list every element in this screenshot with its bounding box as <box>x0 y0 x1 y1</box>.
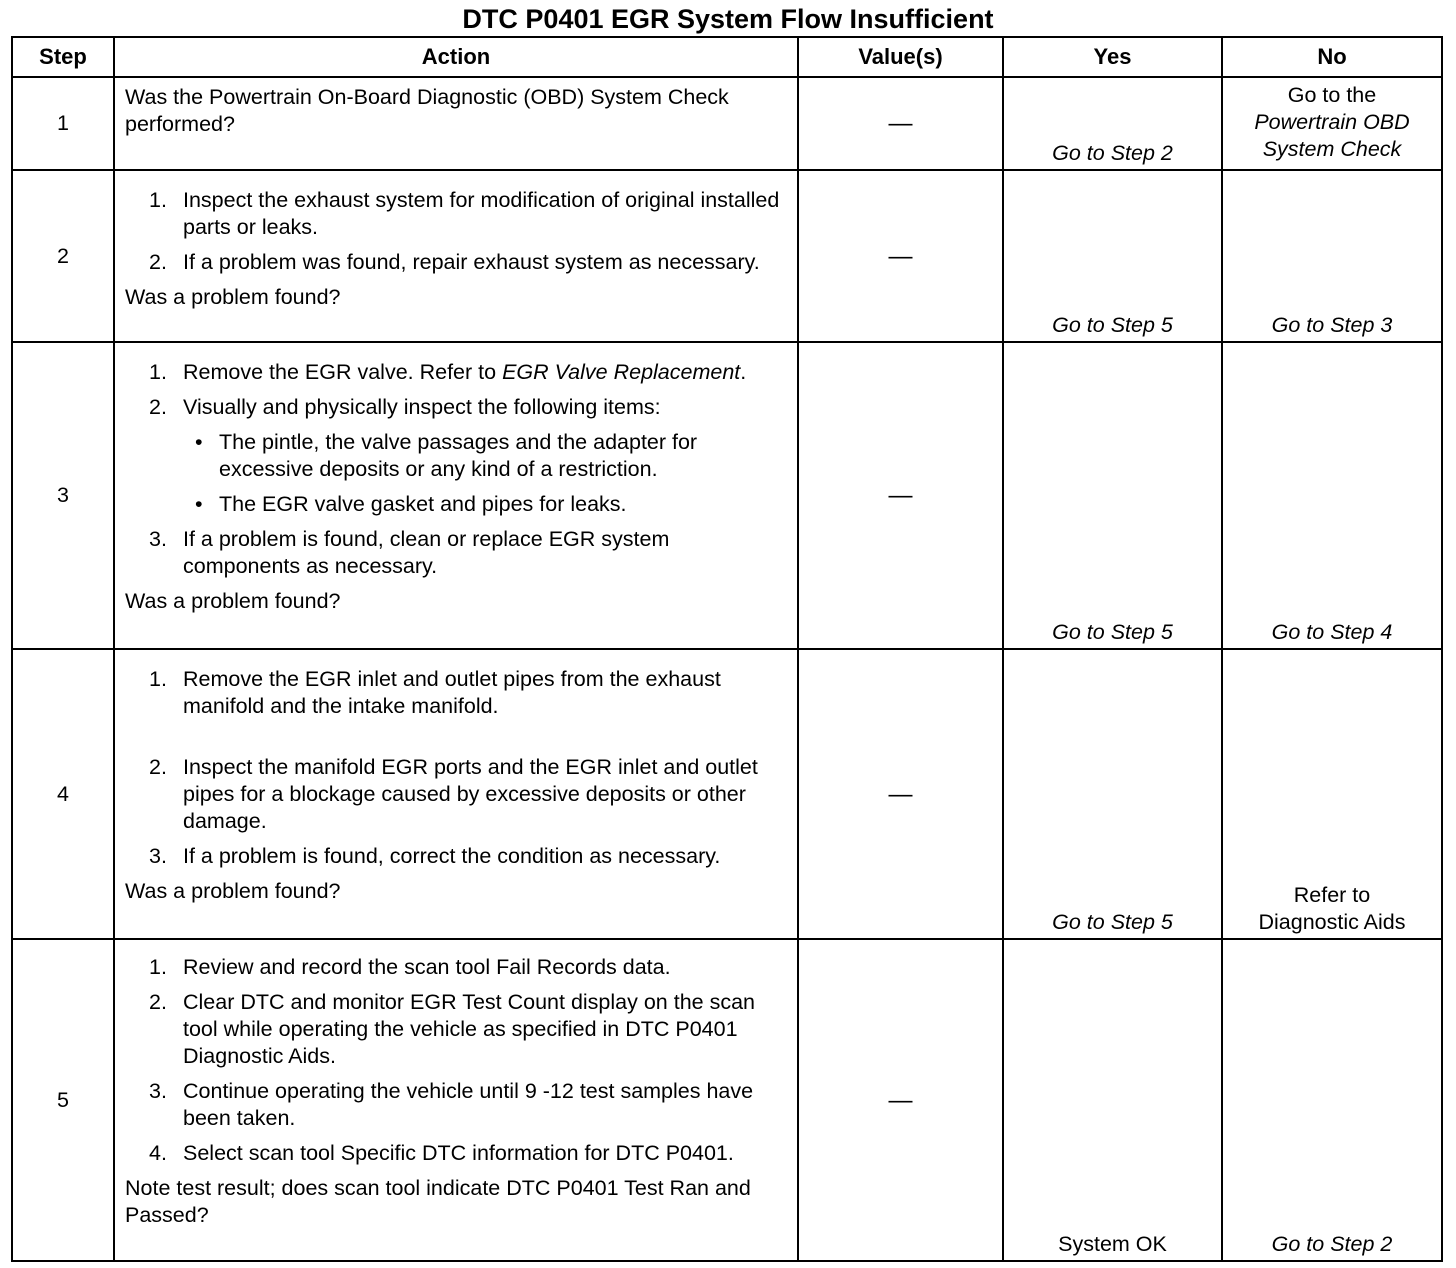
no-cell <box>1222 77 1442 170</box>
action-item: 2. Clear DTC and monitor EGR Test Count display on the scan tool while operating the vehicle as specified in DTC P0401 Diagnostic Aids. <box>149 990 756 1068</box>
value-cell: — <box>798 939 1003 1261</box>
no-cell: Go to Step 4 <box>1222 342 1442 649</box>
yes-cell: Go to Step 5 <box>1003 649 1222 939</box>
action-cell <box>114 342 798 649</box>
diagnostic-table <box>11 36 1443 1262</box>
step-number: 3 <box>12 342 114 649</box>
action-item: 1. Review and record the scan tool Fail Records data. <box>149 955 671 979</box>
action-item: 1. Remove the EGR inlet and outlet pipes from the exhaust manifold and the intake manifold. <box>149 667 721 718</box>
bullet-item: • The pintle, the valve passages and the adapter for excessive deposits or any kind of a restriction. <box>195 430 698 481</box>
action-question: Was a problem found? <box>125 285 341 309</box>
table-row <box>12 77 1442 170</box>
header-no: No <box>1222 37 1442 77</box>
yes-cell: System OK <box>1003 939 1222 1261</box>
action-item: 2. Visually and physically inspect the following items: • The pintle, the valve passages and the adapter for excessive deposits or any kind of a restriction. • The EGR valve gasket and pipes for leaks. <box>125 394 787 518</box>
action-question: Note test result; does scan tool indicate DTC P0401 Test Ran and Passed? <box>125 1176 751 1227</box>
no-text: Go to the <box>1287 83 1377 107</box>
header-yes: Yes <box>1003 37 1222 77</box>
bullet-item: • The EGR valve gasket and pipes for leaks. <box>195 492 627 516</box>
header-step: Step <box>12 37 114 77</box>
action-item: 4. Select scan tool Specific DTC information for DTC P0401. <box>149 1141 734 1165</box>
action-item: 3. If a problem is found, clean or replace EGR system components as necessary. <box>149 527 670 578</box>
step-number: 5 <box>12 939 114 1261</box>
page-title: DTC P0401 EGR System Flow Insufficient <box>462 4 994 34</box>
no-cell: Go to Step 3 <box>1222 170 1442 342</box>
no-link-text: Powertrain OBD System Check <box>1254 110 1410 161</box>
action-item: 1. Inspect the exhaust system for modification of original installed parts or leaks. <box>149 188 780 239</box>
yes-cell: Go to Step 2 <box>1003 77 1222 170</box>
step-number: 4 <box>12 649 114 939</box>
table-header-row <box>12 37 1442 77</box>
action-item: 2. Inspect the manifold EGR ports and the EGR inlet and outlet pipes for a blockage caused by excessive deposits or other damage. <box>149 755 758 833</box>
action-item: 3. Continue operating the vehicle until 9 -12 test samples have been taken. <box>149 1079 754 1130</box>
table-row <box>12 342 1442 649</box>
value-cell: — <box>798 342 1003 649</box>
value-cell: — <box>798 649 1003 939</box>
table-row <box>12 939 1442 1261</box>
action-cell <box>114 77 798 170</box>
action-cell <box>114 939 798 1261</box>
action-cell <box>114 170 798 342</box>
value-cell: — <box>798 77 1003 170</box>
action-item: 2. If a problem was found, repair exhaust system as necessary. <box>149 250 760 274</box>
header-values: Value(s) <box>798 37 1003 77</box>
step-number: 1 <box>12 77 114 170</box>
action-question: Was a problem found? <box>125 589 341 613</box>
step-number: 2 <box>12 170 114 342</box>
value-cell: — <box>798 170 1003 342</box>
yes-cell: Go to Step 5 <box>1003 342 1222 649</box>
action-cell <box>114 649 798 939</box>
action-item: 1. Remove the EGR valve. Refer to EGR Valve Replacement. <box>149 360 747 384</box>
action-item: 3. If a problem is found, correct the condition as necessary. <box>149 844 721 868</box>
action-question: Was a problem found? <box>125 879 341 903</box>
header-action: Action <box>114 37 798 77</box>
table-row <box>12 170 1442 342</box>
table-row <box>12 649 1442 939</box>
no-cell: Refer to Diagnostic Aids <box>1222 649 1442 939</box>
no-cell: Go to Step 2 <box>1222 939 1442 1261</box>
action-question: Was the Powertrain On-Board Diagnostic (OBD) System Check performed? <box>125 85 729 136</box>
yes-cell: Go to Step 5 <box>1003 170 1222 342</box>
